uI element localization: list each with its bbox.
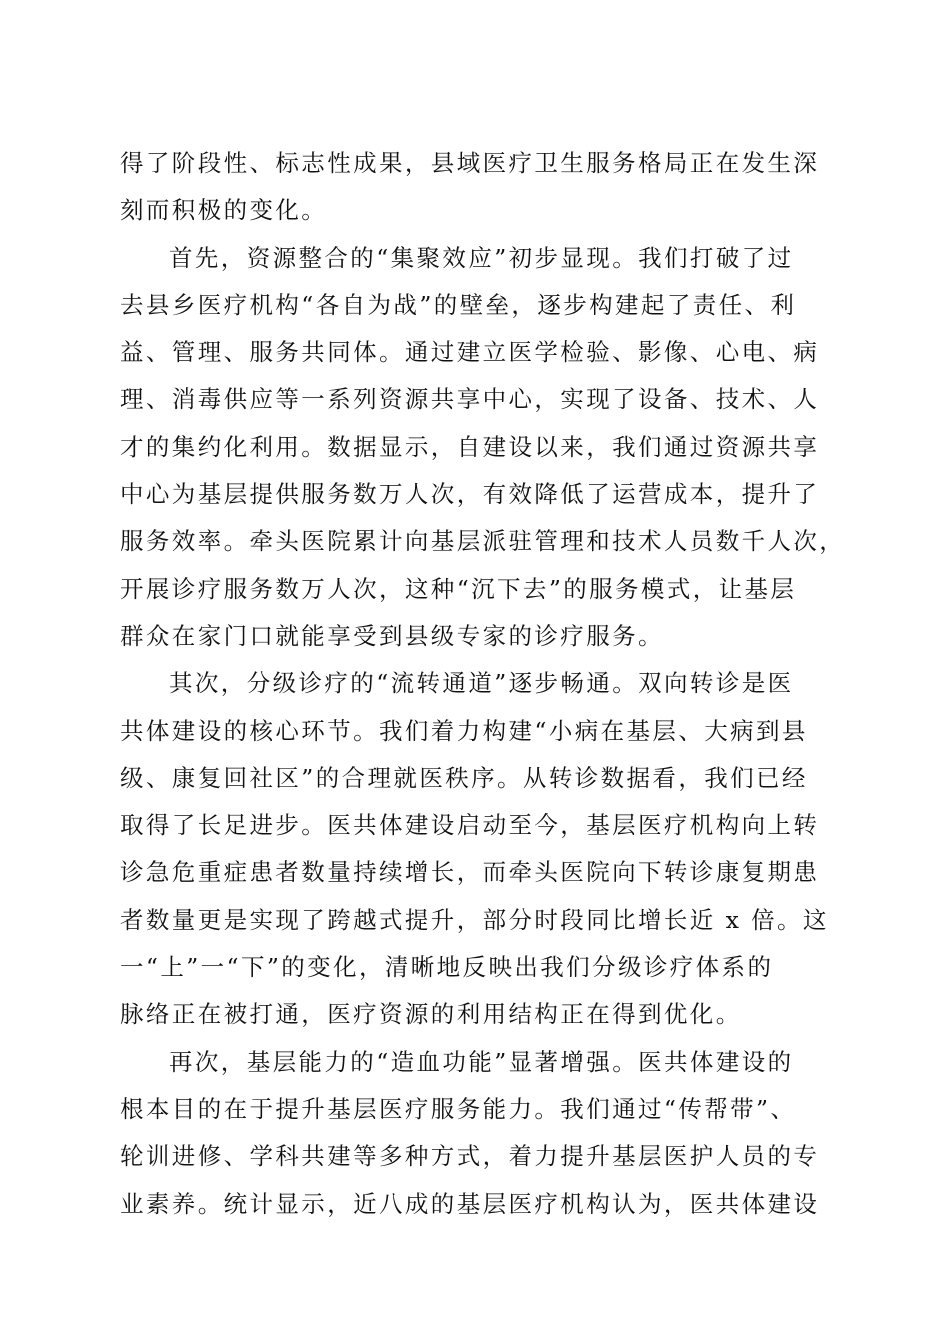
text-line: 者数量更是实现了跨越式提升，部分时段同比增长近 x 倍。这 [120,905,829,934]
text-line: 共体建设的核心环节。我们着力构建“小病在基层、大病到县 [120,716,808,745]
text-line: 诊急危重症患者数量持续增长，而牵头医院向下转诊康复期患 [120,858,820,887]
text-line: 其次，分级诊疗的“流转通道”逐步畅通。双向转诊是医 [169,669,794,698]
text-line: 根本目的在于提升基层医疗服务能力。我们通过“传帮带”、 [120,1094,797,1123]
text-line: 去县乡医疗机构“各自为战”的壁垒，逐步构建起了责任、利 [120,290,797,319]
text-line: 才的集约化利用。数据显示，自建设以来，我们通过资源共享 [120,432,820,461]
text-line: 得了阶段性、标志性成果，县域医疗卫生服务格局正在发生深 [120,149,820,177]
text-line: 首先，资源整合的“集聚效应”初步显现。我们打破了过 [169,243,794,272]
text-line: 轮训进修、学科共建等多种方式，着力提升基层医护人员的专 [120,1142,820,1171]
text-line: 理、消毒供应等一系列资源共享中心，实现了设备、技术、人 [120,385,820,414]
text-line: 再次，基层能力的“造血功能”显著增强。医共体建设的 [169,1047,794,1076]
text-line: 一“上”一“下”的变化，清晰地反映出我们分级诊疗体系的 [120,953,774,982]
text-line: 中心为基层提供服务数万人次，有效降低了运营成本，提升了 [120,480,820,509]
text-line: 群众在家门口就能享受到县级专家的诊疗服务。 [120,621,664,650]
paragraph-referral-channel [120,660,830,1038]
text-line: 开展诊疗服务数万人次，这种“沉下去”的服务模式，让基层 [120,574,797,603]
text-line: 服务效率。牵头医院累计向基层派驻管理和技术人员数千人次， [120,527,846,556]
paragraph-grassroots-capacity [120,1039,830,1228]
text-line: 取得了长足进步。医共体建设启动至今，基层医疗机构向上转 [120,811,820,840]
text-line: 刻而积极的变化。 [120,196,328,225]
text-line: 脉络正在被打通，医疗资源的利用结构正在得到优化。 [120,1000,742,1029]
paragraph-resource-integration [120,235,846,661]
text-line: 业素养。统计显示，近八成的基层医疗机构认为，医共体建设 [120,1189,820,1218]
text-line: 益、管理、服务共同体。通过建立医学检验、影像、心电、病 [120,338,820,367]
text-line: 级、康复回社区”的合理就医秩序。从转诊数据看，我们已经 [120,763,808,792]
paragraph-continuation [120,140,830,235]
document-body [120,140,846,1228]
